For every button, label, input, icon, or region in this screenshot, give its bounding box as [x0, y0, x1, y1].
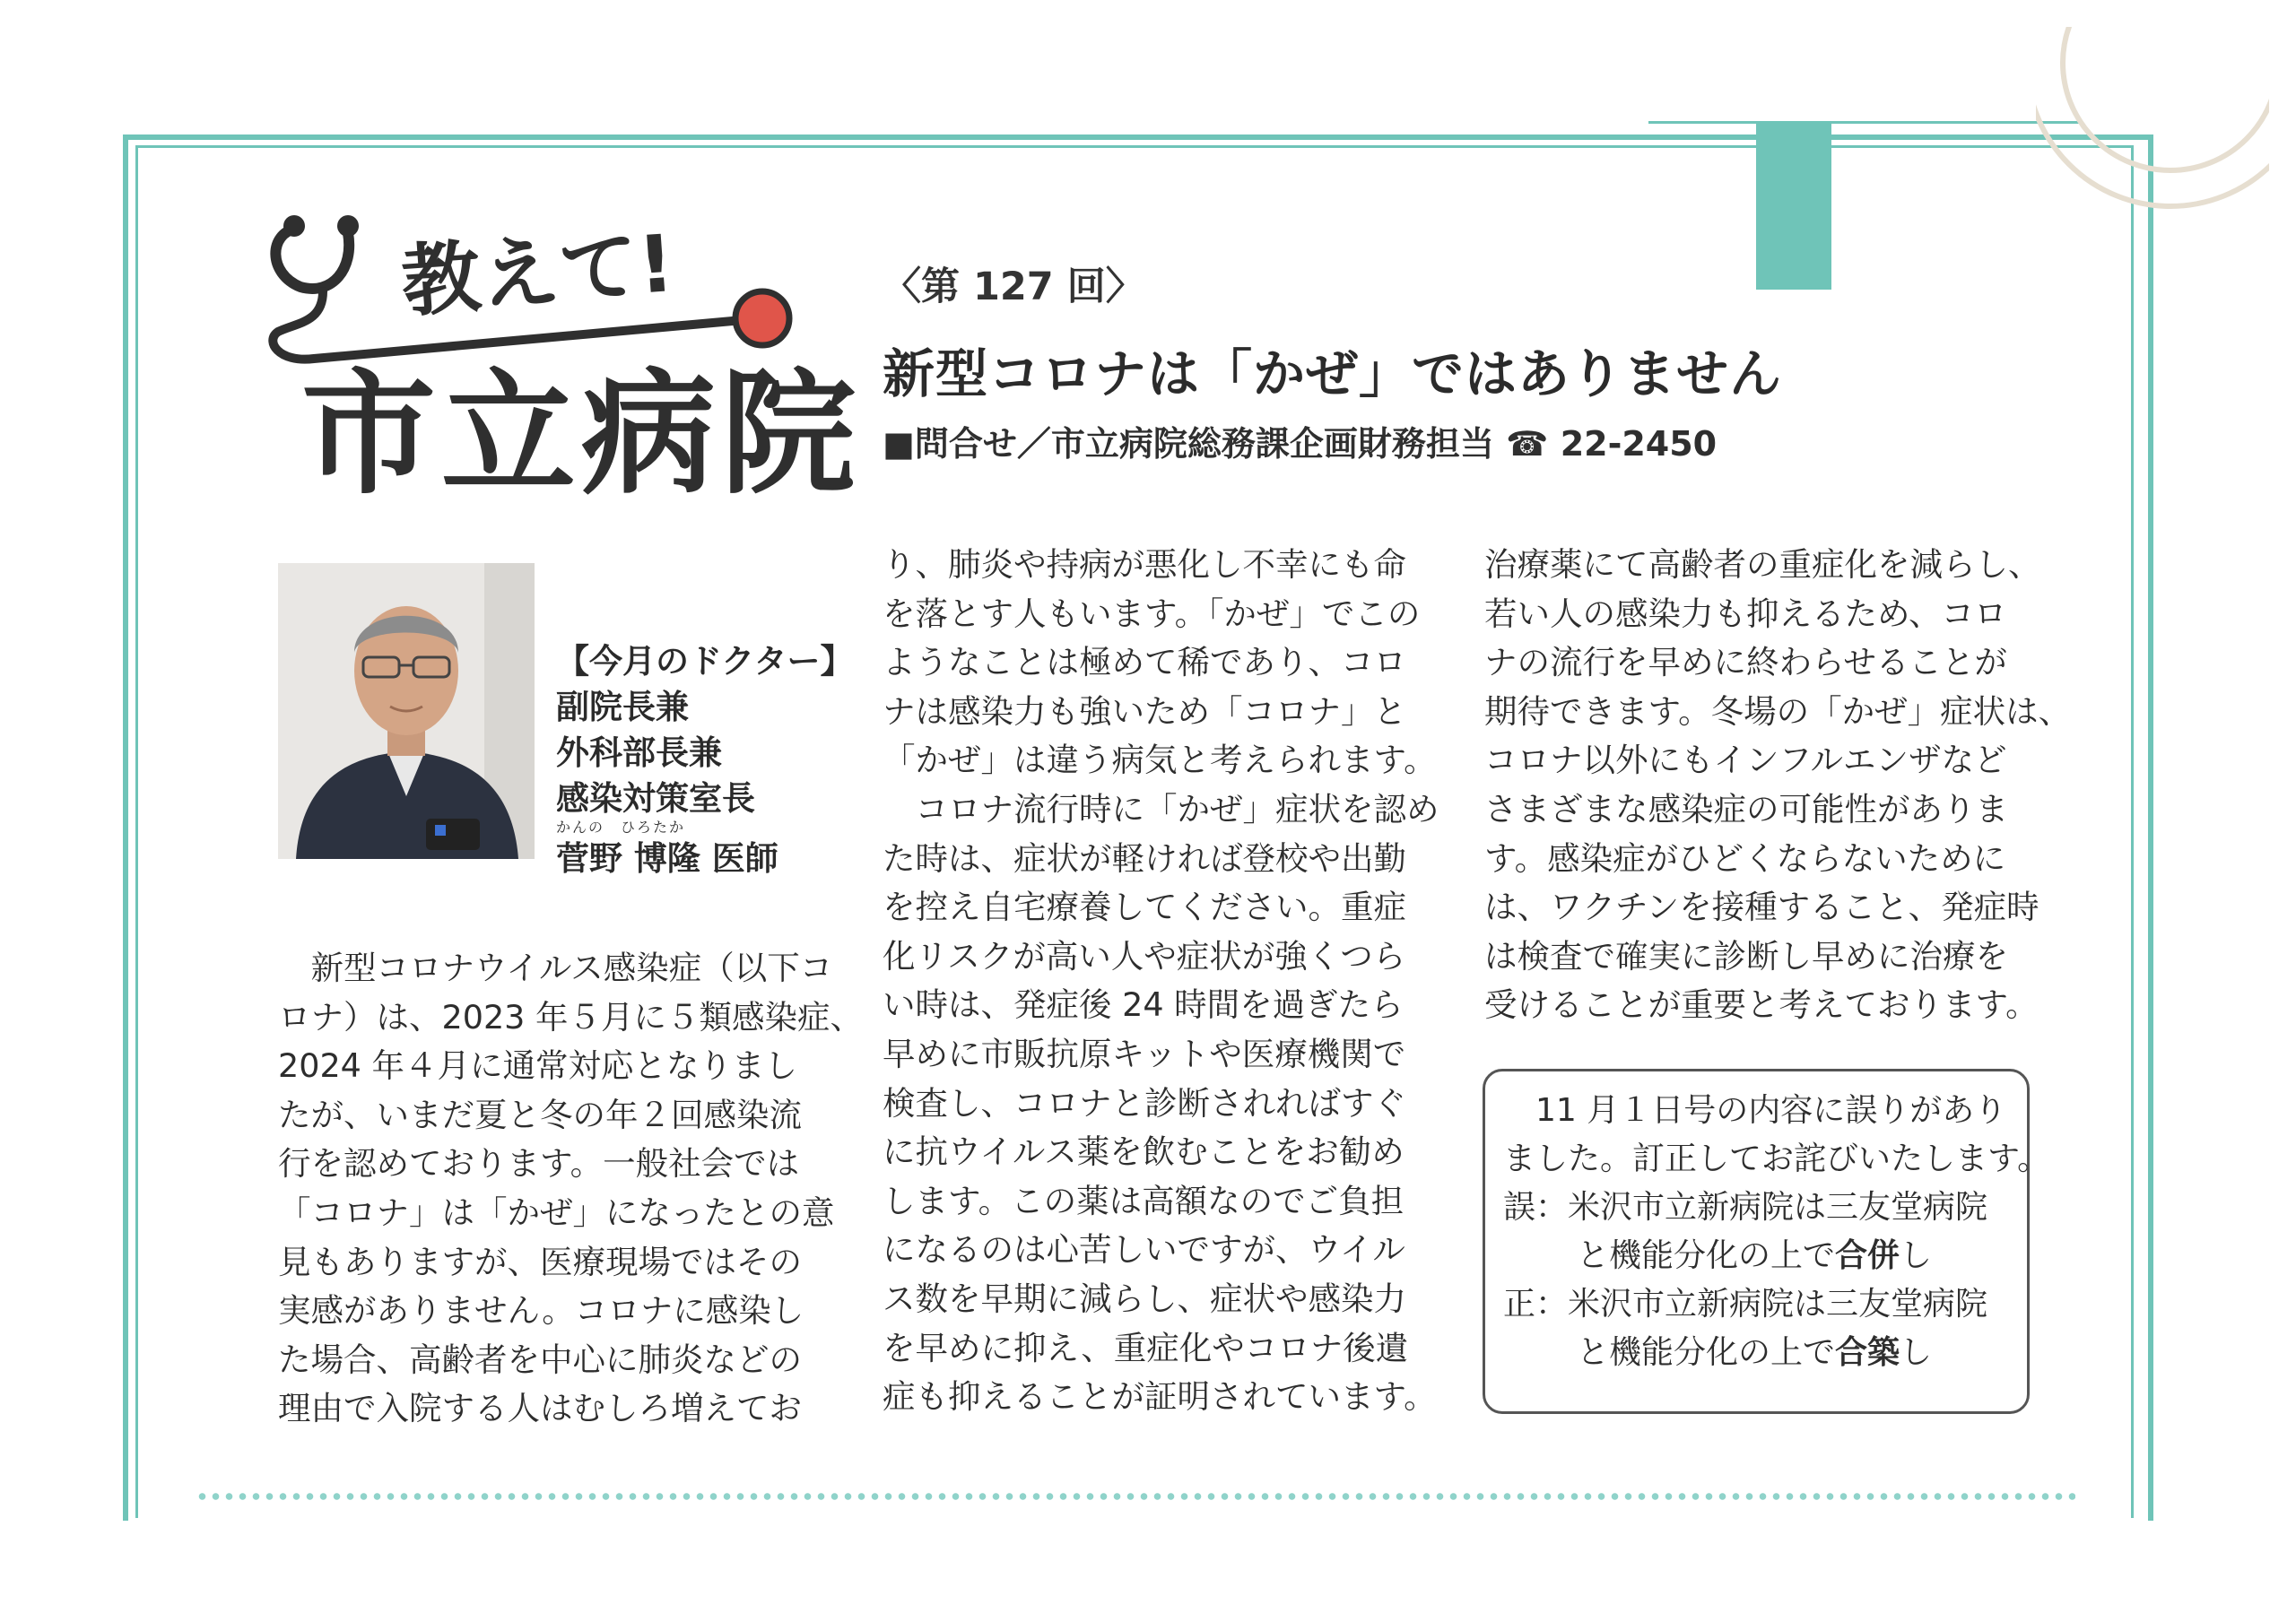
text-line: 治療薬にて高齢者の重症化を減らし、 — [1484, 545, 2041, 584]
text-line: 「かぜ」は違う病気と考えられます。 — [883, 741, 1437, 780]
correction-intro-2: ました。訂正してお詫びいたします。 — [1503, 1141, 2050, 1177]
doctor-name: 菅野 博隆 医師 — [556, 839, 778, 878]
logo-main-text: 市立病院 — [301, 357, 862, 513]
text-line: は検査で確実に診断し早めに治療を — [1484, 936, 2008, 976]
text-line: になるのは心苦しいですが、ウイル — [883, 1230, 1405, 1270]
text-line: 「コロナ」は「かぜ」になったとの意 — [278, 1193, 835, 1232]
teal-tab-marker — [1756, 123, 1831, 290]
text-line: 早めに市販抗原キットや医療機関で — [883, 1034, 1406, 1073]
doctor-name-reading: かんの ひろたか — [556, 819, 686, 836]
text-line: 受けることが重要と考えております。 — [1484, 985, 2039, 1025]
text-line: ロナ）は、2023 年５月に５類感染症、 — [278, 997, 863, 1037]
doctor-position-1: 副院長兼 — [556, 688, 689, 726]
text-line: い時は、発症後 24 時間を過ぎたら — [883, 985, 1404, 1025]
text-line: コロナ以外にもインフルエンザなど — [1484, 741, 2007, 780]
correction-right-2 — [1503, 1329, 2049, 1377]
text-line: 理由で入院する人はむしろ増えてお — [278, 1389, 802, 1428]
correction-intro-1: 11 月１日号の内容に誤りがあり — [1503, 1092, 2007, 1129]
correction-wrong-text: と機能分化の上で — [1577, 1237, 1836, 1274]
dotted-divider — [196, 1492, 2075, 1501]
text-line: コロナ流行時に「かぜ」症状を認め — [883, 789, 1439, 828]
correction-wrong-2 — [1503, 1232, 2049, 1280]
text-line: 新型コロナウイルス感染症（以下コ — [278, 949, 833, 987]
text-line: す。感染症がひどくならないために — [1484, 838, 2006, 878]
corner-decoration-icon — [2036, 27, 2269, 233]
correction-wrong-end: し — [1900, 1237, 1933, 1274]
doctor-position-2: 外科部長兼 — [556, 733, 722, 772]
text-line: さまざまな感染症の可能性がありま — [1484, 789, 2008, 828]
correction-right-end: し — [1900, 1334, 1933, 1371]
stethoscope-icon — [260, 206, 798, 377]
text-line: 症も抑えることが証明されています。 — [883, 1377, 1437, 1417]
correction-wrong-word: 合併 — [1835, 1237, 1900, 1274]
text-line: ス数を早期に減らし、症状や感染力 — [883, 1279, 1406, 1318]
doctor-photo — [278, 563, 535, 859]
text-line: 実感がありません。コロナに感染し — [278, 1291, 804, 1331]
article-column-1 — [278, 944, 863, 1434]
correction-right-1: 正：米沢市立新病院は三友堂病院 — [1503, 1286, 1988, 1323]
text-line: 行を認めております。一般社会では — [278, 1144, 800, 1184]
text-line: り、肺炎や持病が悪化し不幸にも命 — [883, 545, 1406, 584]
doctor-heading: 【今月のドクター】 — [556, 642, 854, 681]
contact-info: ■問合せ／市立病院総務課企画財務担当 ☎ 22-2450 — [883, 424, 1718, 464]
doctor-position-3: 感染対策室長 — [556, 779, 755, 818]
correction-right-text: と機能分化の上で — [1577, 1334, 1836, 1371]
text-line: た時は、症状が軽ければ登校や出勤 — [883, 838, 1406, 878]
article-title: 新型コロナは「かぜ」ではありません — [883, 343, 1783, 404]
text-line: 見もありますが、医療現場ではその — [278, 1242, 802, 1281]
text-line: たが、いまだ夏と冬の年２回感染流 — [278, 1095, 802, 1134]
text-line: ナの流行を早めに終わらせることが — [1484, 643, 2007, 682]
text-line: 検査し、コロナと診断されればすぐ — [883, 1083, 1406, 1123]
logo-top-text: 教えて! — [398, 216, 677, 328]
article-column-2 — [883, 541, 1439, 1422]
correction-notice — [1503, 1087, 2049, 1377]
header-top-line — [1648, 121, 2079, 124]
text-line: に抗ウイルス薬を飲むことをお勧め — [883, 1132, 1405, 1172]
issue-number: 〈第 127 回〉 — [883, 265, 1144, 309]
doctor-info — [556, 638, 854, 881]
article-column-3 — [1484, 541, 2071, 1030]
text-line: 期待できます。冬場の「かぜ」症状は、 — [1484, 691, 2072, 731]
correction-wrong-1: 誤：米沢市立新病院は三友堂病院 — [1503, 1189, 1988, 1226]
text-line: 若い人の感染力も抑えるため、コロ — [1484, 594, 2007, 633]
text-line: ナは感染力も強いため「コロナ」と — [883, 691, 1406, 731]
text-line: します。この薬は高額なのでご負担 — [883, 1181, 1405, 1220]
text-line: を早めに抑え、重症化やコロナ後遺 — [883, 1328, 1409, 1367]
text-line: を落とす人もいます。「かぜ」でこの — [883, 594, 1421, 633]
text-line: は、ワクチンを接種すること、発症時 — [1484, 888, 2039, 927]
text-line: 2024 年４月に通常対応となりまし — [278, 1046, 797, 1086]
text-line: ようなことは極めて稀であり、コロ — [883, 643, 1406, 682]
text-line: を控え自宅療養してください。重症 — [883, 888, 1406, 927]
text-line: た場合、高齢者を中心に肺炎などの — [278, 1340, 802, 1379]
correction-right-word: 合築 — [1835, 1334, 1900, 1371]
text-line: 化リスクが高い人や症状が強くつら — [883, 936, 1406, 976]
